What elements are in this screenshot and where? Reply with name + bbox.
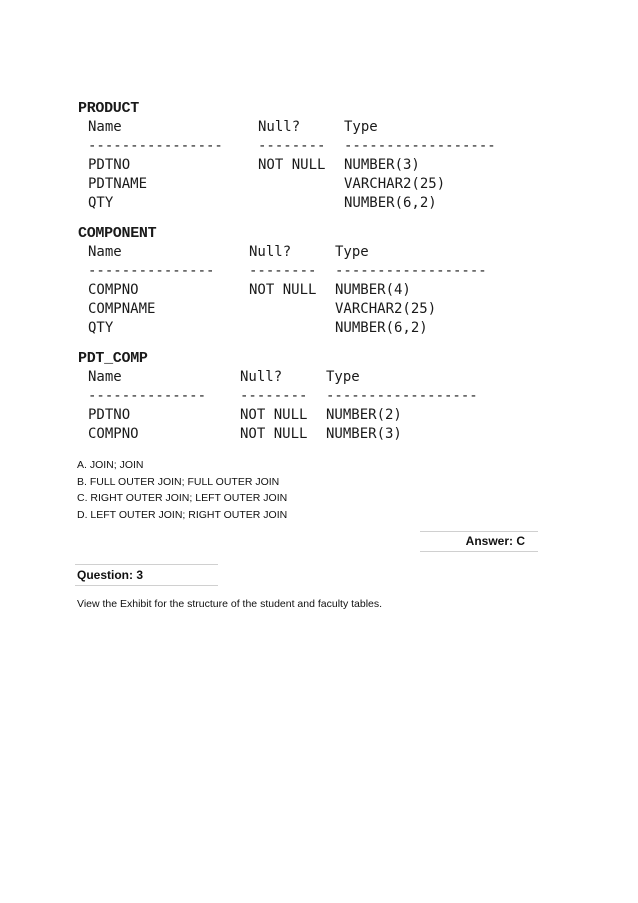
header-name: Name: [88, 119, 122, 135]
column-name: COMPNO: [88, 282, 139, 298]
question-label: Question: 3: [77, 568, 144, 582]
column-name: COMPNO: [88, 426, 139, 442]
column-type: NUMBER(4): [335, 282, 411, 298]
column-type: NUMBER(3): [326, 426, 402, 442]
column-null: [249, 319, 335, 338]
dash-name: ---------------: [88, 263, 215, 279]
header-name: Name: [88, 369, 122, 385]
option-d: D. LEFT OUTER JOIN; RIGHT OUTER JOIN: [77, 508, 288, 521]
separator-row: [88, 387, 538, 406]
header-row: [88, 368, 538, 387]
column-name: PDTNAME: [88, 176, 148, 192]
column-null: NOT NULL: [240, 407, 308, 423]
answer-options: [77, 457, 287, 523]
table-row: [88, 175, 538, 194]
header-null: Null?: [240, 369, 283, 385]
dash-null: --------: [249, 263, 317, 279]
option-c: C. RIGHT OUTER JOIN; LEFT OUTER JOIN: [77, 492, 288, 504]
header-row: [88, 118, 538, 137]
component-table: [78, 225, 538, 338]
separator-row: [88, 137, 538, 156]
header-type: Type: [326, 369, 360, 385]
separator-row: [88, 262, 538, 281]
answer-box: [420, 531, 538, 552]
column-type: NUMBER(3): [344, 157, 420, 173]
column-type: NUMBER(2): [326, 407, 402, 423]
header-type: Type: [344, 119, 378, 135]
dash-type: ------------------: [335, 263, 487, 279]
question-header: [75, 564, 218, 586]
header-null: Null?: [249, 244, 292, 260]
header-name: Name: [88, 244, 122, 260]
column-type: VARCHAR2(25): [344, 176, 446, 192]
option-a: A. JOIN; JOIN: [77, 459, 144, 471]
column-name: PDTNO: [88, 407, 131, 423]
option-b: B. FULL OUTER JOIN; FULL OUTER JOIN: [77, 475, 280, 488]
table-row: [88, 194, 538, 213]
column-type: NUMBER(6,2): [335, 320, 428, 336]
column-null: NOT NULL: [240, 426, 308, 442]
column-type: NUMBER(6,2): [344, 195, 437, 211]
table-row: [88, 156, 538, 175]
table-name: PDT_COMP: [78, 350, 148, 367]
product-table: [78, 100, 538, 213]
column-name: COMPNAME: [88, 301, 156, 317]
column-null: [249, 300, 335, 319]
column-null: [258, 175, 344, 194]
table-name: PRODUCT: [78, 100, 139, 117]
dash-null: --------: [240, 388, 308, 404]
table-row: [88, 425, 538, 444]
table-name: COMPONENT: [78, 225, 157, 242]
dash-name: --------------: [88, 388, 207, 404]
header-type: Type: [335, 244, 369, 260]
column-name: PDTNO: [88, 157, 131, 173]
dash-null: --------: [258, 138, 326, 154]
table-row: [88, 406, 538, 425]
header-row: [88, 243, 538, 262]
column-null: [258, 194, 344, 213]
column-null: NOT NULL: [249, 282, 317, 298]
column-name: QTY: [88, 195, 114, 211]
exhibit-image: [78, 100, 538, 456]
table-row: [88, 319, 538, 338]
column-type: VARCHAR2(25): [335, 301, 437, 317]
header-null: Null?: [258, 119, 301, 135]
dash-name: ----------------: [88, 138, 223, 154]
column-null: NOT NULL: [258, 157, 326, 173]
table-row: [88, 300, 538, 319]
column-name: QTY: [88, 320, 114, 336]
pdt-comp-table: [78, 350, 538, 444]
dash-type: ------------------: [326, 388, 478, 404]
answer-label: Answer: C: [465, 534, 525, 548]
dash-type: ------------------: [344, 138, 496, 154]
question-text: View the Exhibit for the structure of the student and faculty tables.: [77, 598, 383, 610]
table-row: [88, 281, 538, 300]
